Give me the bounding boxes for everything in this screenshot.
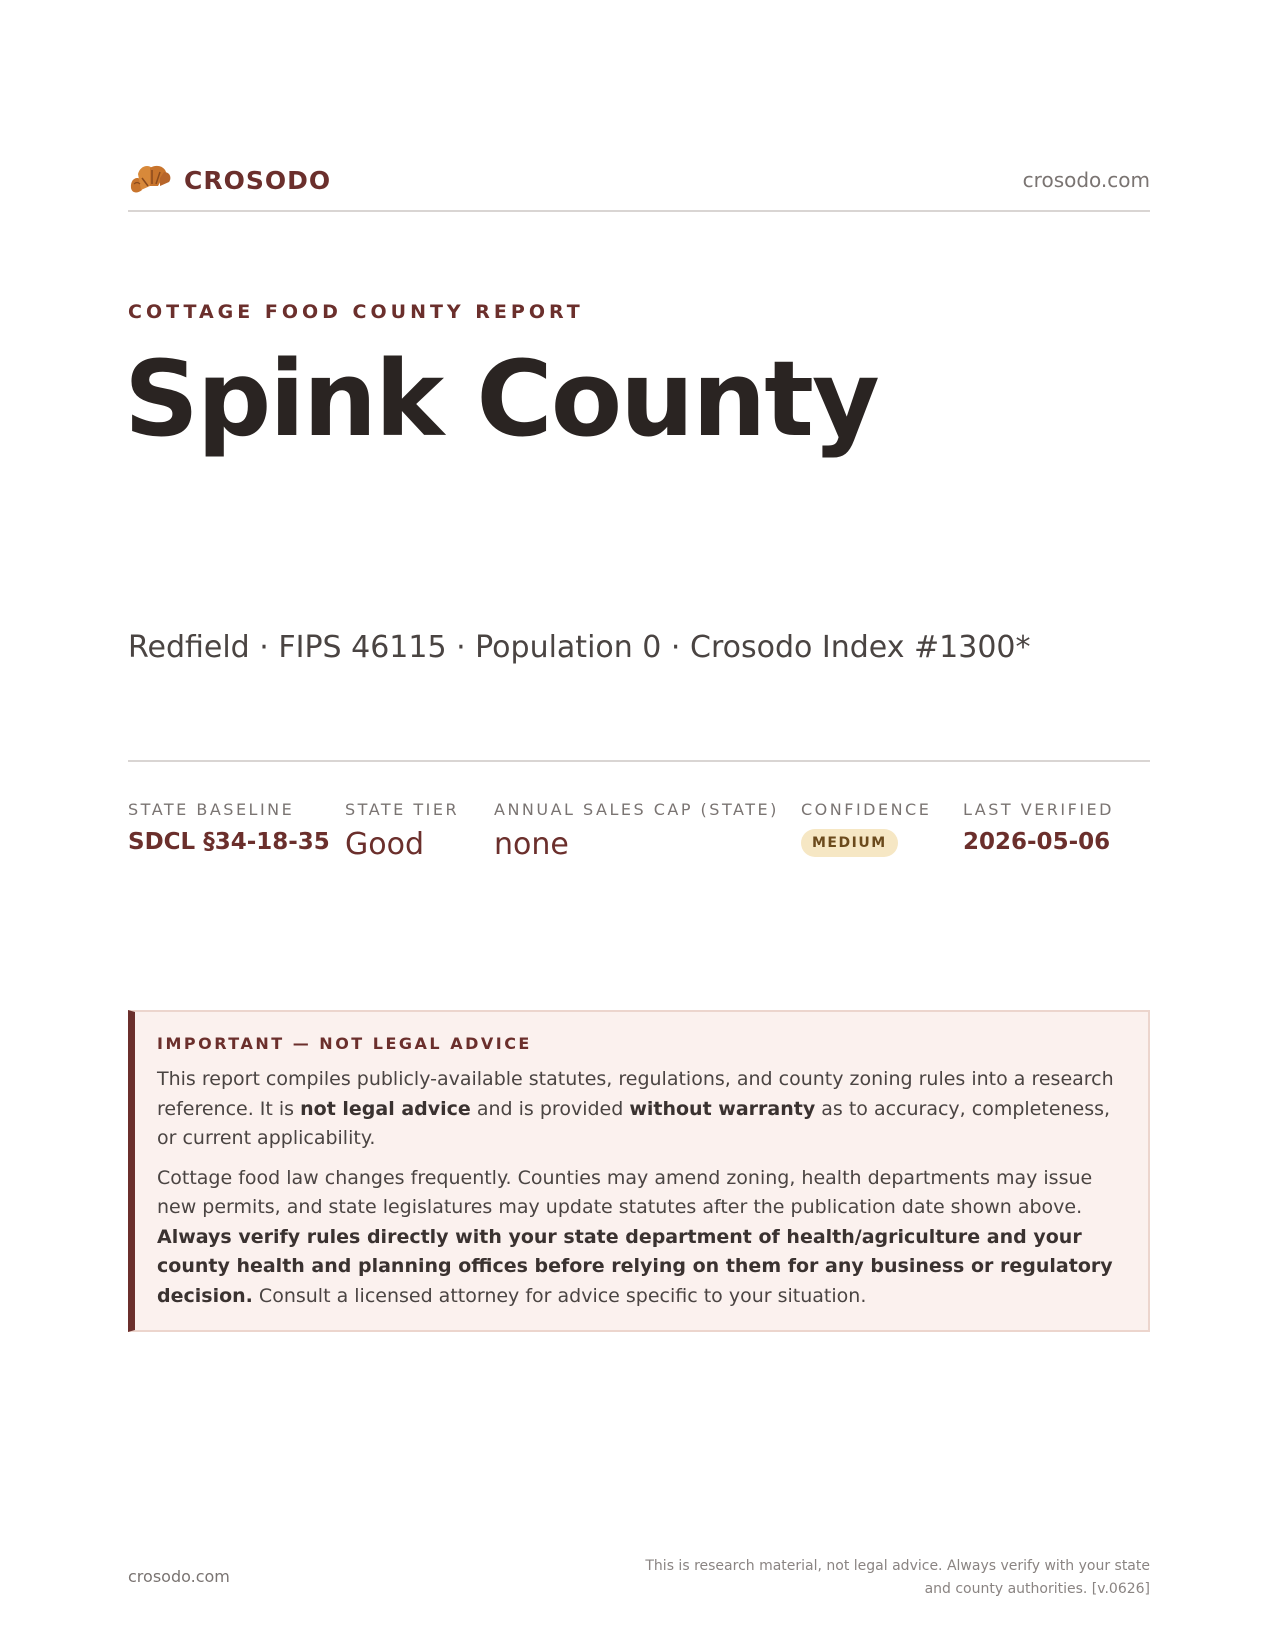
meta-state-baseline	[128, 800, 330, 855]
meta-divider	[128, 760, 1150, 762]
report-eyebrow: COTTAGE FOOD COUNTY REPORT	[128, 301, 584, 323]
notice-paragraph-2: Cottage food law changes frequently. Counties may amend zoning, health departments may issue new permits, and state legislatures may update statutes after the publication date shown above. Always verify rules directly with your state department of health/agriculture and your county health and planning offices before relying on them for any business or regulatory decision. Consult a licensed attorney for advice specific to your situation.	[157, 1166, 1113, 1307]
meta-value: none	[494, 827, 569, 862]
footer-disclaimer	[630, 1555, 1150, 1601]
legal-notice	[128, 1010, 1150, 1332]
page-title: Spink County	[124, 338, 878, 460]
brand[interactable]	[128, 160, 331, 200]
croissant-icon	[128, 160, 172, 200]
county-subtitle: Redfield · FIPS 46115 · Population 0 · Crosodo Index #1300*	[128, 630, 1031, 665]
meta-label: LAST VERIFIED	[963, 800, 1114, 819]
header-url[interactable]: crosodo.com	[1022, 168, 1150, 192]
header-divider	[128, 210, 1150, 212]
meta-value: Good	[345, 827, 424, 862]
meta-confidence	[801, 800, 931, 857]
brand-name: CROSODO	[184, 165, 332, 195]
page-header	[128, 158, 1150, 206]
footer-url[interactable]: crosodo.com	[128, 1567, 230, 1586]
meta-last-verified	[963, 800, 1114, 855]
meta-label: STATE BASELINE	[128, 800, 295, 819]
meta-state-tier	[345, 800, 459, 862]
notice-paragraph-1: This report compiles publicly-available statutes, regulations, and county zoning rules into a research reference. It is not legal advice and is provided without warranty as to accuracy, completeness, or current applicability.	[157, 1068, 1114, 1149]
footer-disclaimer-line: and county authorities. [v.0626]	[924, 1581, 1150, 1597]
footer-disclaimer-line: This is research material, not legal advice. Always verify with your state	[645, 1558, 1150, 1574]
meta-label: CONFIDENCE	[801, 800, 932, 819]
meta-label: STATE TIER	[345, 800, 460, 819]
meta-label: ANNUAL SALES CAP (STATE)	[494, 800, 779, 819]
notice-title: IMPORTANT — NOT LEGAL ADVICE	[157, 1034, 532, 1053]
meta-value: 2026-05-06	[963, 829, 1111, 855]
status-badge: MEDIUM	[801, 829, 898, 857]
meta-sales-cap	[494, 800, 779, 862]
meta-value: SDCL §34-18-35	[128, 829, 330, 855]
report-page	[124, 0, 1150, 1650]
